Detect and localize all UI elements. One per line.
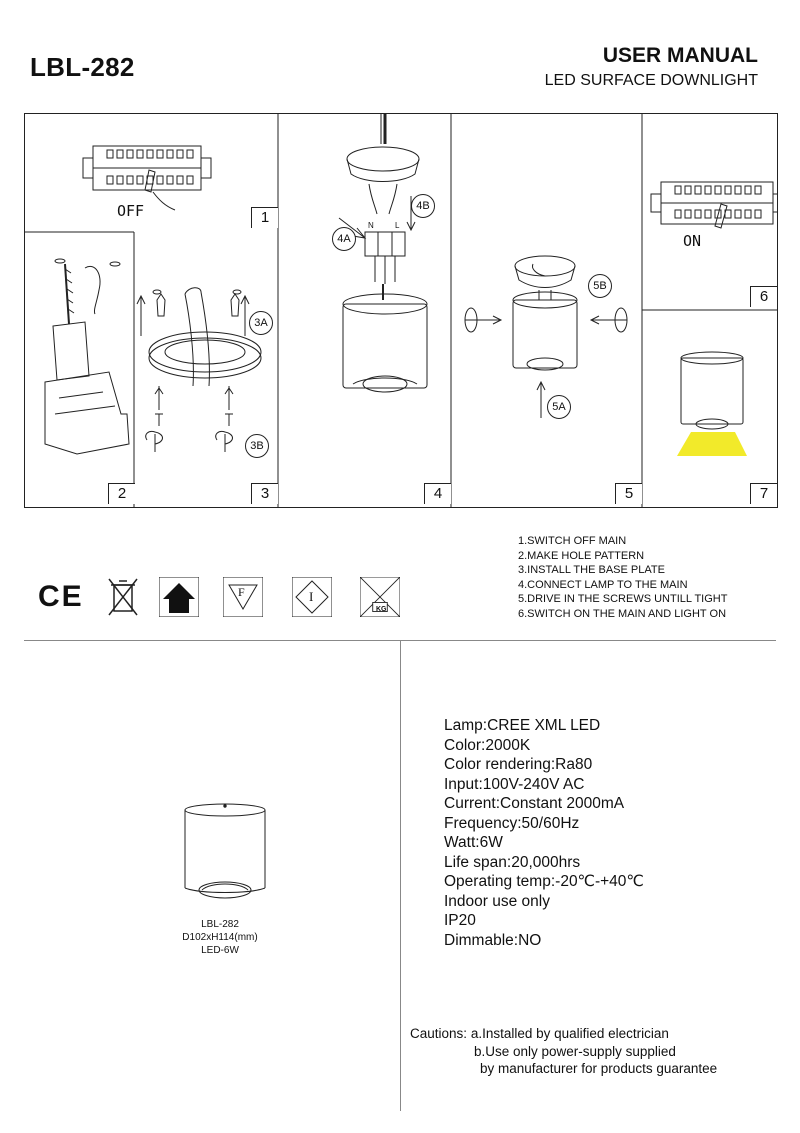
kg-label: KG [376, 606, 387, 613]
step-number-7: 7 [750, 483, 777, 504]
spec-ip-rating [444, 911, 644, 931]
cautions-block [410, 1025, 717, 1078]
f-mark-letter: F [238, 585, 245, 599]
spec-value: 6W [479, 834, 503, 851]
product-caption-dimensions: D102xH114(mm) [182, 932, 258, 943]
step-number-1: 1 [251, 207, 278, 228]
spec-value: -20℃-+40℃ [555, 873, 644, 890]
spec-value: Constant 2000mA [500, 795, 625, 812]
callout-5a: 5A [547, 395, 571, 419]
terminal-block-on-illustration [651, 182, 777, 228]
spec-value: 100V-240V AC [482, 775, 585, 793]
step-number-6: 6 [750, 286, 777, 307]
installation-illustrations [25, 114, 777, 507]
caution-line-b: b.Use only power-supply supplied [474, 1043, 676, 1059]
installation-steps-panel [24, 113, 778, 508]
caution-a-text: a.Installed by qualified electrician [470, 1026, 669, 1041]
callout-3b: 3B [245, 434, 269, 458]
product-illustration [180, 802, 270, 906]
model-number: LBL-282 [30, 52, 135, 82]
wiring-connection-illustration [339, 114, 427, 392]
spec-label: Dimmable [444, 931, 514, 949]
spec-label: IP20 [444, 912, 476, 929]
base-plate-illustration [137, 288, 261, 452]
terminal-l-label: L [395, 221, 400, 230]
terminal-n-label: N [368, 221, 374, 230]
spec-label: Color [444, 736, 482, 754]
spec-frequency: Frequency:50/60Hz [444, 814, 580, 832]
instruction-list [518, 534, 727, 621]
specifications-list [444, 716, 644, 950]
product-caption-model: LBL-282 [201, 919, 239, 930]
indoor-house-icon [159, 577, 199, 617]
spec-color: Color:2000K [444, 736, 531, 754]
spec-label: Operating temp [444, 873, 551, 890]
drill-illustration [45, 259, 129, 454]
terminal-block-off-illustration [83, 146, 211, 210]
spec-lamp: Lamp:CREE XML LED [444, 717, 601, 734]
ce-mark-text: CE [38, 580, 84, 613]
spec-value: 20,000hrs [511, 853, 581, 871]
spec-label: Input [444, 775, 479, 793]
spec-label: Lamp [444, 717, 483, 734]
callout-4b: 4B [411, 194, 435, 218]
switch-off-label: OFF [117, 202, 145, 220]
ce-mark-icon [38, 577, 84, 617]
spec-value: Ra80 [555, 756, 593, 773]
instruction-item: 4.CONNECT LAMP TO THE MAIN [518, 578, 688, 591]
caution-line-c: by manufacturer for products guarantee [480, 1061, 718, 1076]
instruction-item: 6.SWITCH ON THE MAIN AND LIGHT ON [518, 607, 727, 620]
instruction-item: 2.MAKE HOLE PATTERN [518, 549, 645, 562]
step-number-5: 5 [615, 483, 642, 504]
spec-label: Watt [444, 834, 476, 851]
spec-value: 2000K [485, 736, 531, 754]
cautions-lead: Cautions: [410, 1026, 468, 1041]
spec-indoor-use [444, 892, 644, 912]
instruction-item: 1.SWITCH OFF MAIN [518, 535, 627, 547]
product-caption-power: LED-6W [201, 945, 239, 956]
class-i-letter: I [309, 589, 314, 604]
section-divider-vertical [400, 641, 401, 1111]
callout-4a: 4A [332, 227, 356, 251]
document-subtitle: LED SURFACE DOWNLIGHT [544, 72, 758, 89]
spec-label: Current [444, 795, 496, 812]
instruction-item: 5.DRIVE IN THE SCREWS UNTILL TIGHT [518, 593, 728, 605]
spec-operating-temp: Operating temp:-20℃-+40℃ [444, 873, 644, 890]
spec-label: Frequency [444, 814, 518, 832]
spec-label: Color rendering [444, 756, 551, 773]
step-number-3: 3 [251, 483, 278, 504]
caution-line-a [410, 1025, 717, 1043]
spec-current: Current:Constant 2000mA [444, 795, 625, 812]
step-number-4: 4 [424, 483, 451, 504]
spec-value: NO [518, 931, 542, 949]
weee-bin-icon [103, 577, 143, 617]
step-number-2: 2 [108, 483, 135, 504]
spec-input: Input:100V-240V AC [444, 775, 585, 793]
spec-dimmable: Dimmable:NO [444, 931, 542, 949]
spec-label: Life span [444, 853, 507, 871]
switch-on-label: ON [683, 232, 702, 250]
document-title: USER MANUAL [602, 44, 758, 67]
callout-5b: 5B [588, 274, 612, 298]
spec-color-rendering: Color rendering:Ra80 [444, 756, 593, 773]
spec-value: CREE XML LED [487, 717, 601, 734]
spec-label: Indoor use only [444, 892, 550, 910]
spec-watt: Watt:6W [444, 834, 503, 851]
spec-life-span: Life span:20,000hrs [444, 853, 581, 871]
spec-value: 50/60Hz [521, 814, 580, 832]
callout-3a: 3A [249, 311, 273, 335]
light-on-illustration [677, 352, 747, 456]
instruction-item: 3.INSTALL THE BASE PLATE [518, 564, 665, 576]
